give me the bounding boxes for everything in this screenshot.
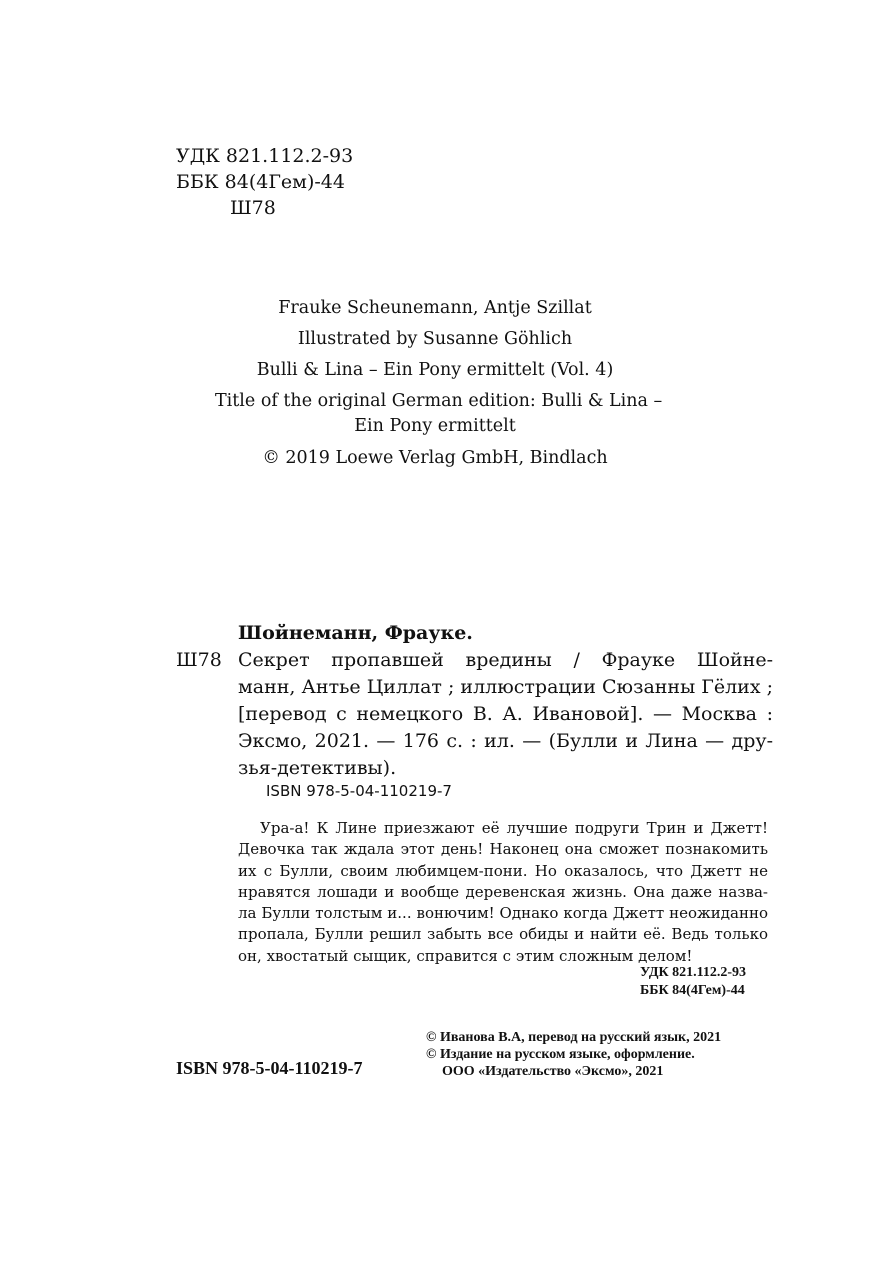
- original-edition-block: [215, 296, 663, 471]
- original-copyright: © 2019 Loewe Verlag GmbH, Bindlach: [262, 448, 608, 468]
- description-line: Секрет пропавшей вредины / Фрауке Шойне-: [238, 649, 773, 671]
- copyright-publisher: ООО «Издательство «Эксмо», 2021: [442, 1064, 664, 1079]
- annotation-bbk: ББК 84(4Гем)-44: [640, 983, 745, 998]
- annotation-udk: УДК 821.112.2-93: [640, 965, 747, 980]
- bbk-code: ББК 84(4Гем)-44: [176, 171, 345, 193]
- annotation-line: Девочка так ждала этот день! Наконец она сможет познакомить: [238, 840, 768, 859]
- original-title-note-line-1: Title of the original German edition: Bulli & Lina –: [215, 391, 663, 411]
- annotation-line: нравятся лошади и вообще деревенская жизнь. Она даже назва-: [238, 882, 768, 901]
- annotation-line: Ура-а! К Лине приезжают её лучшие подруги Трин и Джетт!: [260, 819, 768, 837]
- description-line: манн, Антье Циллат ; иллюстрации Сюзанны Гёлих ;: [238, 676, 773, 698]
- original-illustrator: Illustrated by Susanne Göhlich: [297, 329, 573, 349]
- original-authors: Frauke Scheunemann, Antje Szillat: [278, 298, 592, 318]
- original-title-note-line-2: Ein Pony ermittelt: [354, 416, 516, 436]
- footer-isbn: ISBN 978-5-04-110219-7: [176, 1058, 363, 1078]
- annotation-text: [238, 818, 768, 967]
- annotation-line: ла Булли толстым и... вонючим! Однако когда Джетт неожиданно: [238, 904, 768, 923]
- original-title: Bulli & Lina – Ein Pony ermittelt (Vol. 4): [256, 360, 614, 380]
- annotation-line: он, хвостатый сыщик, справится с этим сложным делом!: [238, 946, 693, 965]
- annotation-line: пропала, Булли решил забыть все обиды и найти её. Ведь только: [238, 925, 768, 944]
- udk-code: УДК 821.112.2-93: [176, 145, 354, 167]
- annotation-line: их с Булли, своим любимцем-пони. Но оказалось, что Джетт не: [238, 861, 768, 880]
- bibliographic-isbn: ISBN 978-5-04-110219-7: [266, 782, 452, 800]
- author-heading: Шойнеманн, Фрауке.: [238, 622, 473, 644]
- description-line: [перевод с немецкого В. А. Ивановой]. — Москва :: [238, 703, 773, 725]
- bibliographic-description: [238, 647, 773, 782]
- description-line: Эксмо, 2021. — 176 с. : ил. — (Булли и Лина — дру-: [238, 730, 773, 752]
- bibliographic-author-mark: Ш78: [176, 649, 222, 671]
- copyright-edition: © Издание на русском языке, оформление.: [426, 1047, 695, 1062]
- copyright-translation: © Иванова В.А, перевод на русский язык, 2021: [426, 1030, 722, 1045]
- description-line: зья-детективы).: [238, 757, 397, 779]
- author-mark: Ш78: [230, 197, 276, 219]
